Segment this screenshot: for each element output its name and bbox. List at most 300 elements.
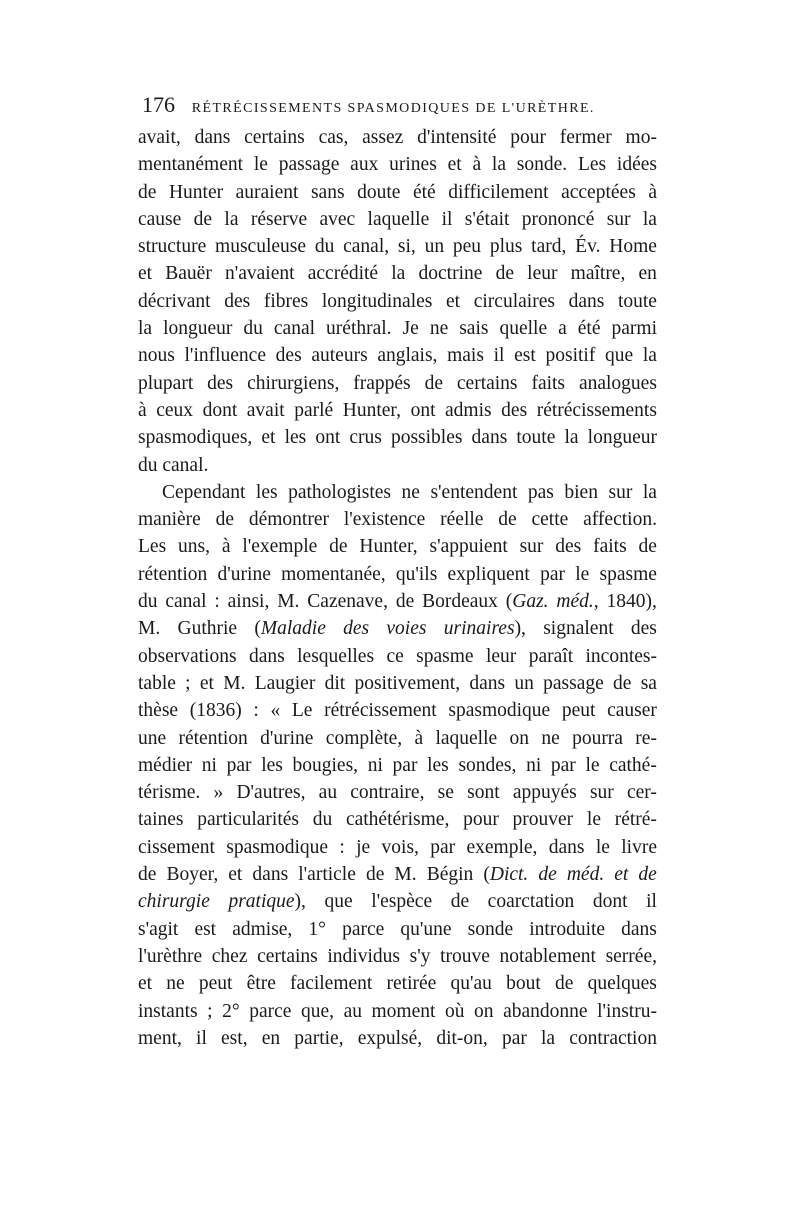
word: à: [221, 536, 231, 558]
word: appuyés: [512, 782, 577, 804]
word: une: [138, 727, 167, 749]
word: bien: [564, 481, 598, 503]
word: :: [214, 591, 220, 613]
word: (Dict.: [483, 864, 529, 886]
word: on: [474, 1000, 494, 1022]
word: notablement: [499, 945, 596, 967]
word: et: [228, 864, 243, 886]
word: est: [194, 918, 217, 940]
word: prouver: [512, 809, 574, 831]
word: causer: [607, 700, 657, 722]
word: des: [555, 536, 582, 558]
word: Év.: [575, 236, 601, 258]
word: mentanément: [138, 154, 244, 176]
word: la: [642, 345, 657, 367]
page-number: 176: [142, 92, 175, 117]
word: par: [226, 754, 252, 776]
word: ce: [386, 645, 404, 667]
word: rétrécissement: [324, 700, 437, 722]
word: des: [207, 372, 234, 394]
word: je: [356, 836, 371, 858]
word: pourra: [572, 727, 623, 749]
word: trouve: [440, 945, 490, 967]
word: des: [501, 399, 528, 421]
word: la: [391, 263, 406, 285]
word: tard,: [531, 236, 567, 258]
word: voies: [386, 618, 427, 640]
word: idées: [616, 154, 657, 176]
word: chirurgie: [138, 891, 210, 913]
word: la: [138, 318, 153, 340]
word: pas: [527, 481, 554, 503]
word: au: [318, 782, 338, 804]
word: fibres: [263, 290, 309, 312]
word: à: [648, 181, 657, 203]
text-line: [138, 397, 657, 424]
word: spasme: [599, 563, 657, 585]
word: canal: [165, 591, 207, 613]
word: possibles: [390, 427, 463, 449]
word: du: [243, 318, 263, 340]
word: s'était: [464, 208, 510, 230]
word: contraire,: [350, 782, 425, 804]
word: à: [472, 154, 482, 176]
word: de: [495, 263, 514, 285]
body-text: [138, 124, 657, 1052]
word: s'y: [409, 945, 431, 967]
word: de: [215, 509, 235, 531]
word: avait,: [138, 127, 181, 148]
word: de: [329, 536, 348, 558]
word: sa: [640, 672, 657, 694]
word: de: [450, 891, 470, 913]
text-line: du canal.: [138, 454, 209, 476]
word: peut: [198, 973, 233, 995]
word: prononcé: [521, 208, 595, 230]
word: moment: [371, 1000, 436, 1022]
word: acceptées: [561, 181, 636, 203]
word: D'autres,: [236, 782, 306, 804]
word: le: [253, 154, 268, 176]
word: musculeuse: [215, 236, 307, 258]
word: »: [213, 782, 224, 804]
word: la: [642, 208, 657, 230]
word: été: [577, 318, 601, 340]
word: ;: [207, 1000, 213, 1022]
word: dans: [621, 918, 657, 940]
word: décrivant: [138, 290, 211, 312]
text-line: [138, 697, 657, 724]
word: Boyer,: [166, 864, 219, 886]
word: spasmodiques,: [138, 427, 253, 449]
word: structure: [138, 236, 207, 258]
text-line: [138, 943, 657, 970]
word: le: [585, 754, 600, 776]
word: les: [427, 754, 449, 776]
word: partie,: [294, 1027, 344, 1049]
word: ont: [410, 399, 436, 421]
word: l'exemple: [242, 536, 318, 558]
word: thèse: [138, 700, 179, 722]
word: réserve: [250, 208, 308, 230]
word: les: [284, 427, 307, 449]
word: et: [138, 973, 153, 995]
word: ne: [401, 481, 420, 503]
word: dans: [548, 836, 585, 858]
word: sonde.: [516, 154, 568, 176]
word: instants: [138, 1000, 198, 1022]
word: où: [444, 1000, 465, 1022]
word: un: [424, 236, 445, 258]
word: les: [255, 481, 278, 503]
text-line: [138, 752, 657, 779]
word: l'urèthre: [138, 945, 203, 967]
word: en: [638, 263, 657, 285]
word: parce: [342, 918, 385, 940]
word: du: [312, 809, 333, 831]
word: cause: [138, 208, 182, 230]
word: plus: [489, 236, 523, 258]
word: M.: [223, 672, 246, 694]
word: de: [638, 864, 657, 886]
word: plupart: [138, 372, 194, 394]
word: quelques: [587, 973, 657, 995]
word: Cependant: [162, 481, 246, 503]
word: ont: [315, 427, 341, 449]
word: méd.: [566, 864, 605, 886]
word: analogues: [578, 372, 657, 394]
word: ne: [429, 318, 449, 340]
word: ni: [201, 754, 217, 776]
word: anglais,: [377, 345, 438, 367]
word: avait: [246, 399, 285, 421]
word: expliquent: [447, 563, 530, 585]
word: de: [395, 591, 415, 613]
word: l'influence: [184, 345, 266, 367]
text-line: [138, 1025, 657, 1052]
word: rétention: [178, 727, 248, 749]
word: ni: [367, 754, 383, 776]
word: fermer: [559, 127, 612, 148]
word: dans: [568, 290, 605, 312]
word: exemple,: [466, 836, 538, 858]
word: toute: [516, 427, 556, 449]
word: rétrécissements: [536, 399, 657, 421]
word: mo-: [625, 127, 657, 148]
word: un: [514, 672, 534, 694]
text-line: [138, 806, 657, 833]
word: :: [339, 836, 345, 858]
word: certains: [244, 127, 305, 148]
word: canal: [273, 318, 316, 340]
word: sur: [608, 481, 633, 503]
word: de: [638, 536, 657, 558]
word: (Gaz.: [505, 591, 549, 613]
word: circulaires: [473, 290, 555, 312]
word: qu'ils: [395, 563, 438, 585]
word: admise,: [232, 918, 293, 940]
word: doute: [357, 181, 401, 203]
word: été: [412, 181, 436, 203]
word: cissement: [138, 836, 215, 858]
word: vois,: [381, 836, 419, 858]
word: bougies,: [292, 754, 359, 776]
word: auteurs: [311, 345, 368, 367]
text-line: [138, 179, 657, 206]
word: Le: [291, 700, 313, 722]
text-line: [138, 670, 657, 697]
text-line: [138, 998, 657, 1025]
word: positivement,: [354, 672, 461, 694]
text-line: [138, 725, 657, 752]
text-line: [138, 288, 657, 315]
word: qu'au: [450, 973, 492, 995]
text-line: [138, 888, 657, 915]
word: ainsi,: [227, 591, 270, 613]
word: pathologistes: [288, 481, 392, 503]
word: Les: [577, 154, 607, 176]
word: s'agit: [138, 918, 179, 940]
word: peut: [561, 700, 596, 722]
text-line: [138, 561, 657, 588]
word: faits: [531, 372, 566, 394]
word: retirée: [386, 973, 437, 995]
text-line: [138, 779, 657, 806]
text-line: [138, 151, 657, 178]
word: Les: [138, 536, 167, 558]
word: s'entendent: [430, 481, 518, 503]
word: Bordeaux: [422, 591, 498, 613]
word: 1°: [308, 918, 326, 940]
word: sonde: [467, 918, 514, 940]
word: et: [261, 427, 276, 449]
word: laquelle: [367, 208, 430, 230]
word: avec: [319, 208, 356, 230]
word: par: [550, 754, 576, 776]
text-line: [138, 506, 657, 533]
word: et: [447, 154, 462, 176]
word: et: [199, 672, 214, 694]
word: spasme: [416, 645, 474, 667]
word: parce: [249, 1000, 292, 1022]
word: spasmodique: [226, 836, 329, 858]
word: Laugier: [254, 672, 316, 694]
word: M.: [138, 618, 161, 640]
word: il: [646, 891, 657, 913]
word: dont: [592, 891, 628, 913]
word: spasmodique: [448, 700, 551, 722]
text-line: [138, 861, 657, 888]
word: térisme.: [138, 782, 201, 804]
word: de: [138, 864, 157, 886]
word: en: [261, 1027, 281, 1049]
text-line: [138, 643, 657, 670]
word: momentanée,: [281, 563, 386, 585]
word: livre: [621, 836, 657, 858]
word: leur: [485, 645, 517, 667]
word: le: [595, 836, 610, 858]
word: est,: [221, 1027, 248, 1049]
word: introduite: [529, 918, 606, 940]
word: dans: [194, 127, 231, 148]
word: chez: [211, 945, 248, 967]
word: longueur: [587, 427, 657, 449]
word: affection.: [583, 509, 657, 531]
word: ne: [166, 973, 185, 995]
word: pour: [463, 809, 499, 831]
word: frappés: [353, 372, 411, 394]
word: on: [509, 727, 529, 749]
word: accrédité: [307, 263, 379, 285]
word: dit-on,: [436, 1027, 488, 1049]
word: toute: [617, 290, 657, 312]
word: longueur: [163, 318, 233, 340]
word: à: [414, 727, 424, 749]
word: complète,: [325, 727, 403, 749]
text-line: [138, 124, 657, 151]
word: et: [446, 290, 461, 312]
word: il: [196, 1027, 207, 1049]
word: doctrine: [418, 263, 483, 285]
word: observations: [138, 645, 237, 667]
word: l'article: [298, 864, 356, 886]
word: a: [558, 318, 567, 340]
text-line: [138, 970, 657, 997]
text-line: [138, 206, 657, 233]
word: maître,: [570, 263, 626, 285]
word: sur: [606, 208, 631, 230]
word: d'intensité: [417, 127, 497, 148]
word: sont: [467, 782, 500, 804]
word: si,: [397, 236, 416, 258]
text-line: [138, 916, 657, 943]
word: Hunter: [168, 181, 224, 203]
word: paraît: [528, 645, 574, 667]
word: cathétérisme,: [345, 809, 450, 831]
word: s'appuient: [429, 536, 508, 558]
word: Home: [609, 236, 657, 258]
word: et: [138, 263, 153, 285]
word: quelle: [499, 318, 548, 340]
word: mais: [447, 345, 484, 367]
word: Cazenave,: [307, 591, 388, 613]
word: signalent: [543, 618, 614, 640]
word: M.: [277, 591, 300, 613]
word: 1840),: [606, 591, 657, 613]
word: l'existence: [343, 509, 426, 531]
word: médier: [138, 754, 193, 776]
word: assez: [362, 127, 404, 148]
word: urinaires),: [443, 618, 526, 640]
word: faits: [593, 536, 627, 558]
paragraph-start-line: [138, 479, 657, 506]
word: des: [343, 618, 370, 640]
word: expulsé,: [357, 1027, 423, 1049]
word: dans: [248, 645, 285, 667]
text-line: [138, 834, 657, 861]
word: méd.,: [556, 591, 599, 613]
word: sondes,: [458, 754, 517, 776]
word: Hunter,: [359, 536, 418, 558]
word: urines: [389, 154, 437, 176]
word: l'instru-: [597, 1000, 657, 1022]
word: des: [224, 290, 251, 312]
word: ment,: [138, 1027, 182, 1049]
word: la: [491, 154, 506, 176]
word: difficilement: [448, 181, 549, 203]
word: (1836): [189, 700, 242, 722]
word: 2°: [222, 1000, 240, 1022]
word: du: [138, 591, 158, 613]
word: à: [138, 399, 147, 421]
word: pour: [510, 127, 546, 148]
word: sais: [459, 318, 489, 340]
word: qu'une: [400, 918, 452, 940]
word: serrée,: [605, 945, 657, 967]
word: passage: [543, 672, 604, 694]
word: il: [493, 345, 505, 367]
word: d'urine: [217, 563, 271, 585]
word: ;: [185, 672, 191, 694]
word: uréthral.: [326, 318, 392, 340]
word: dit: [324, 672, 346, 694]
word: cas,: [318, 127, 349, 148]
word: cette: [531, 509, 569, 531]
word: positif: [545, 345, 596, 367]
word: dans: [469, 672, 506, 694]
word: individus: [327, 945, 400, 967]
word: est: [514, 345, 536, 367]
word: de: [424, 372, 443, 394]
word: sans: [310, 181, 345, 203]
word: l'espèce: [371, 891, 433, 913]
running-title: RÉTRÉCISSEMENTS SPASMODIQUES DE L'URÈTHRE.: [191, 101, 595, 116]
word: des: [275, 345, 302, 367]
word: dans: [471, 427, 508, 449]
word: aux: [350, 154, 379, 176]
word: contraction: [569, 1027, 657, 1049]
word: par: [540, 563, 565, 585]
word: abandonne: [503, 1000, 588, 1022]
word: passage: [278, 154, 340, 176]
word: ceux: [156, 399, 194, 421]
word: canal,: [343, 236, 390, 258]
word: lesquelles: [297, 645, 375, 667]
word: Je: [402, 318, 419, 340]
text-line: [138, 315, 657, 342]
word: taines: [138, 809, 184, 831]
text-line: [138, 533, 657, 560]
word: des: [630, 618, 657, 640]
word: la: [224, 208, 239, 230]
word: ni: [526, 754, 542, 776]
text-line: [138, 260, 657, 287]
word: auraient: [235, 181, 299, 203]
word: rétention: [138, 563, 208, 585]
word: particularités: [197, 809, 299, 831]
word: leur: [527, 263, 558, 285]
word: la: [541, 1027, 556, 1049]
word: (Maladie: [254, 618, 326, 640]
word: certains: [456, 372, 518, 394]
word: Hunter,: [342, 399, 402, 421]
word: de: [538, 864, 557, 886]
text-line: [138, 424, 657, 451]
word: table: [138, 672, 176, 694]
word: uns,: [178, 536, 210, 558]
text-line: [138, 615, 657, 642]
word: M.: [394, 864, 417, 886]
